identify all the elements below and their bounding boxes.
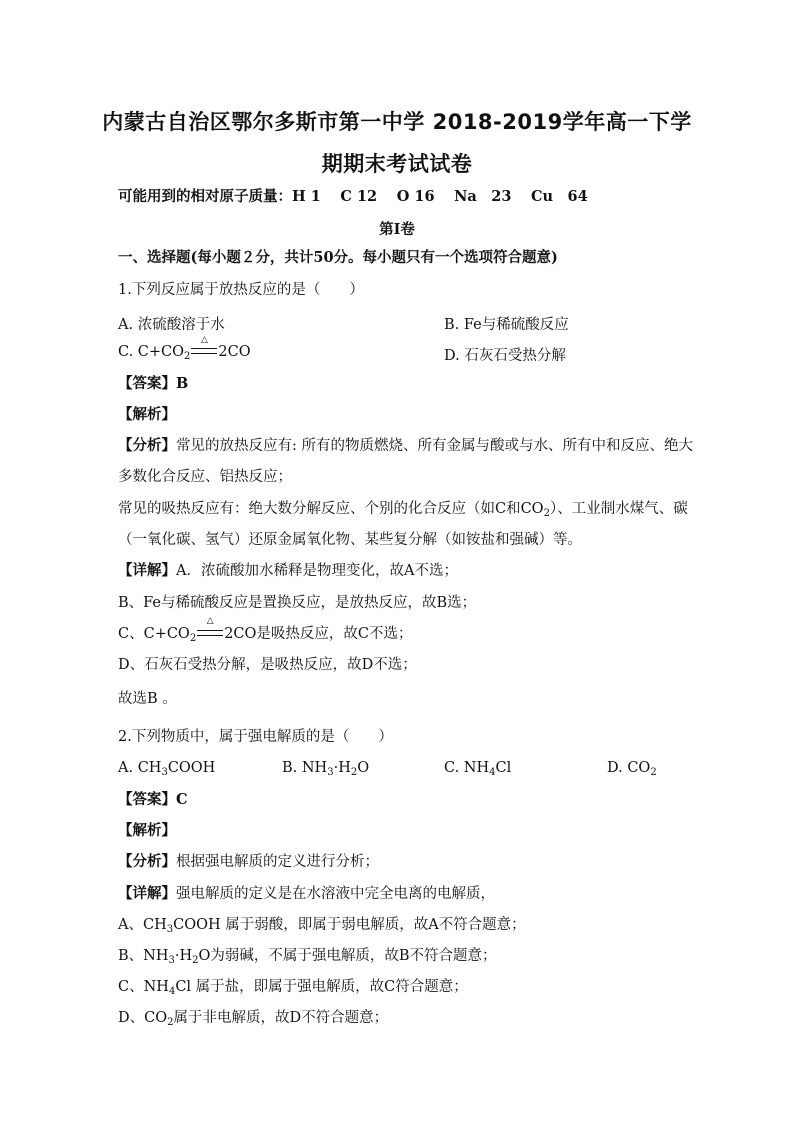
q2-detail-b — [118, 947, 497, 970]
q1-fenxi-tag: 【分析】 — [118, 437, 176, 454]
delta-glyph: △ — [200, 335, 208, 345]
q1-conclusion: 故选B 。 — [118, 691, 177, 707]
q2-option-b-pre: B. NH — [282, 760, 328, 776]
q2-fenxi-tag: 【分析】 — [118, 853, 176, 870]
q1-fenxi-3 — [118, 500, 688, 523]
q2-detail-b-pre: B、NH — [118, 948, 169, 964]
q2-detail-a-sub: 3 — [166, 924, 174, 935]
q1-option-c-sub: 2 — [184, 351, 191, 362]
q1-fenxi-1 — [118, 437, 693, 455]
q2-option-a-pre: A. CH — [118, 760, 162, 776]
q2-detail-c — [118, 978, 468, 1001]
q1-detail-tag: 【详解】 — [118, 562, 176, 579]
q2-option-c-sub: 4 — [489, 767, 496, 778]
q2-detail-c-post: Cl 属于盐，即属于强电解质，故C符合题意； — [175, 979, 468, 995]
q2-option-a-sub: 3 — [161, 767, 168, 778]
q1-analysis-label: 【解析】 — [118, 406, 176, 423]
q1-fenxi-4: （一氧化碳、氢气）还原金属氧化物、某些复分解（如铵盐和强碱）等。 — [118, 532, 582, 548]
q2-fenxi — [118, 853, 379, 871]
q1-fenxi-3-pre: 常见的吸热反应有：绝大数分解反应、个别的化合反应（如C和CO — [118, 501, 544, 517]
q2-detail-d-post: 属于非电解质，故D不符合题意； — [173, 1010, 389, 1026]
q1-fenxi-3-sub: 2 — [543, 508, 550, 519]
q2-option-c-post: Cl — [495, 760, 512, 776]
q1-detail-text-1: A．浓硫酸加水稀释是物理变化，故A不选； — [176, 563, 458, 579]
q1-answer: 【答案】B — [118, 375, 189, 392]
q1-fenxi-3-post: ）、工业制水煤气、碳 — [549, 501, 688, 517]
q2-detail-text: 强电解质的定义是在水溶液中完全电离的电解质， — [176, 886, 495, 902]
q2-analysis-label: 【解析】 — [118, 822, 176, 839]
q1-fenxi-text-1: 常见的放热反应有: 所有的物质燃烧、所有金属与酸或与水、所有中和反应、绝大 — [176, 438, 693, 454]
q1-option-d: D. 石灰石受热分解 — [444, 348, 566, 364]
q2-detail-b-sub2: 2 — [192, 955, 199, 966]
q1-option-c-pre: C. C+CO — [118, 344, 185, 360]
q2-option-d — [607, 760, 657, 778]
q1-detail-c-sub: 2 — [189, 633, 197, 644]
q2-option-a-post: COOH — [167, 760, 216, 776]
q1-option-c-post: 2CO — [218, 344, 251, 360]
q2-option-b-sub: 3 — [327, 767, 334, 778]
heat-symbol — [190, 335, 218, 360]
q2-detail-b-mid: ·H — [174, 948, 193, 964]
q2-detail — [118, 885, 495, 903]
q1-option-b: B. Fe与稀硫酸反应 — [444, 317, 569, 333]
q2-detail-tag: 【详解】 — [118, 885, 176, 902]
q1-detail-d: D、石灰石受热分解，是吸热反应，故D不选； — [118, 657, 417, 673]
heat-symbol-2 — [196, 616, 224, 643]
q2-detail-d — [118, 1009, 388, 1032]
q1-fenxi-2: 多数化合反应、铝热反应； — [118, 469, 292, 485]
title-line-2: 期期末考试试卷 — [321, 152, 473, 176]
q2-detail-a-post: COOH 属于弱酸，即属于弱电解质，故A不符合题意； — [173, 917, 526, 933]
q2-detail-a — [118, 916, 526, 939]
q2-detail-c-pre: C、NH — [118, 979, 169, 995]
q1-detail-c-pre: C、C+CO — [118, 626, 190, 642]
section-header: 一、选择题(每小题２分，共计50分。每小题只有一个选项符合题意) — [118, 249, 558, 266]
q2-option-b-post: O — [357, 760, 370, 776]
q2-answer: 【答案】C — [118, 791, 188, 808]
q1-option-c — [118, 335, 251, 362]
q2-detail-d-sub: 2 — [167, 1017, 174, 1028]
q2-option-b-mid: ·H — [333, 760, 351, 776]
q2-detail-b-post: O为弱碱，不属于强电解质，故B不符合题意； — [198, 948, 497, 964]
q2-fenxi-text: 根据强电解质的定义进行分析； — [176, 854, 379, 870]
q2-detail-b-sub: 3 — [168, 955, 175, 966]
q1-option-a: A. 浓硫酸溶于水 — [118, 317, 225, 333]
q2-detail-c-sub: 4 — [168, 986, 176, 997]
q2-option-c-pre: C. NH — [444, 760, 490, 776]
q1-detail-1 — [118, 562, 458, 580]
delta-glyph-2: △ — [206, 616, 214, 626]
volume-label: 第Ⅰ卷 — [379, 221, 415, 238]
q1-detail-c-post: 2CO是吸热反应，故C不选； — [224, 626, 413, 642]
q2-option-b — [282, 760, 369, 778]
q2-detail-d-pre: D、CO — [118, 1010, 168, 1026]
atomic-masses: 可能用到的相对原子质量：H 1 C 12 O 16 Na 23 Cu 64 — [118, 188, 588, 205]
q2-option-c — [444, 760, 511, 778]
q1-stem: 1.下列反应属于放热反应的是（ ） — [118, 282, 364, 298]
q2-option-b-sub2: 2 — [350, 767, 358, 778]
q1-detail-c — [118, 616, 413, 648]
q2-option-a — [118, 760, 215, 778]
title-line-1: 内蒙古自治区鄂尔多斯市第一中学 2018-2019学年高一下学 — [102, 110, 692, 134]
q2-option-d-pre: D. CO — [607, 760, 651, 776]
q2-option-d-sub: 2 — [650, 767, 657, 778]
q2-stem: 2.下列物质中，属于强电解质的是（ ） — [118, 729, 393, 745]
q1-detail-b: B、Fe与稀硫酸反应是置换反应，是放热反应，故B选； — [118, 595, 477, 611]
q2-detail-a-pre: A、CH — [118, 917, 167, 933]
